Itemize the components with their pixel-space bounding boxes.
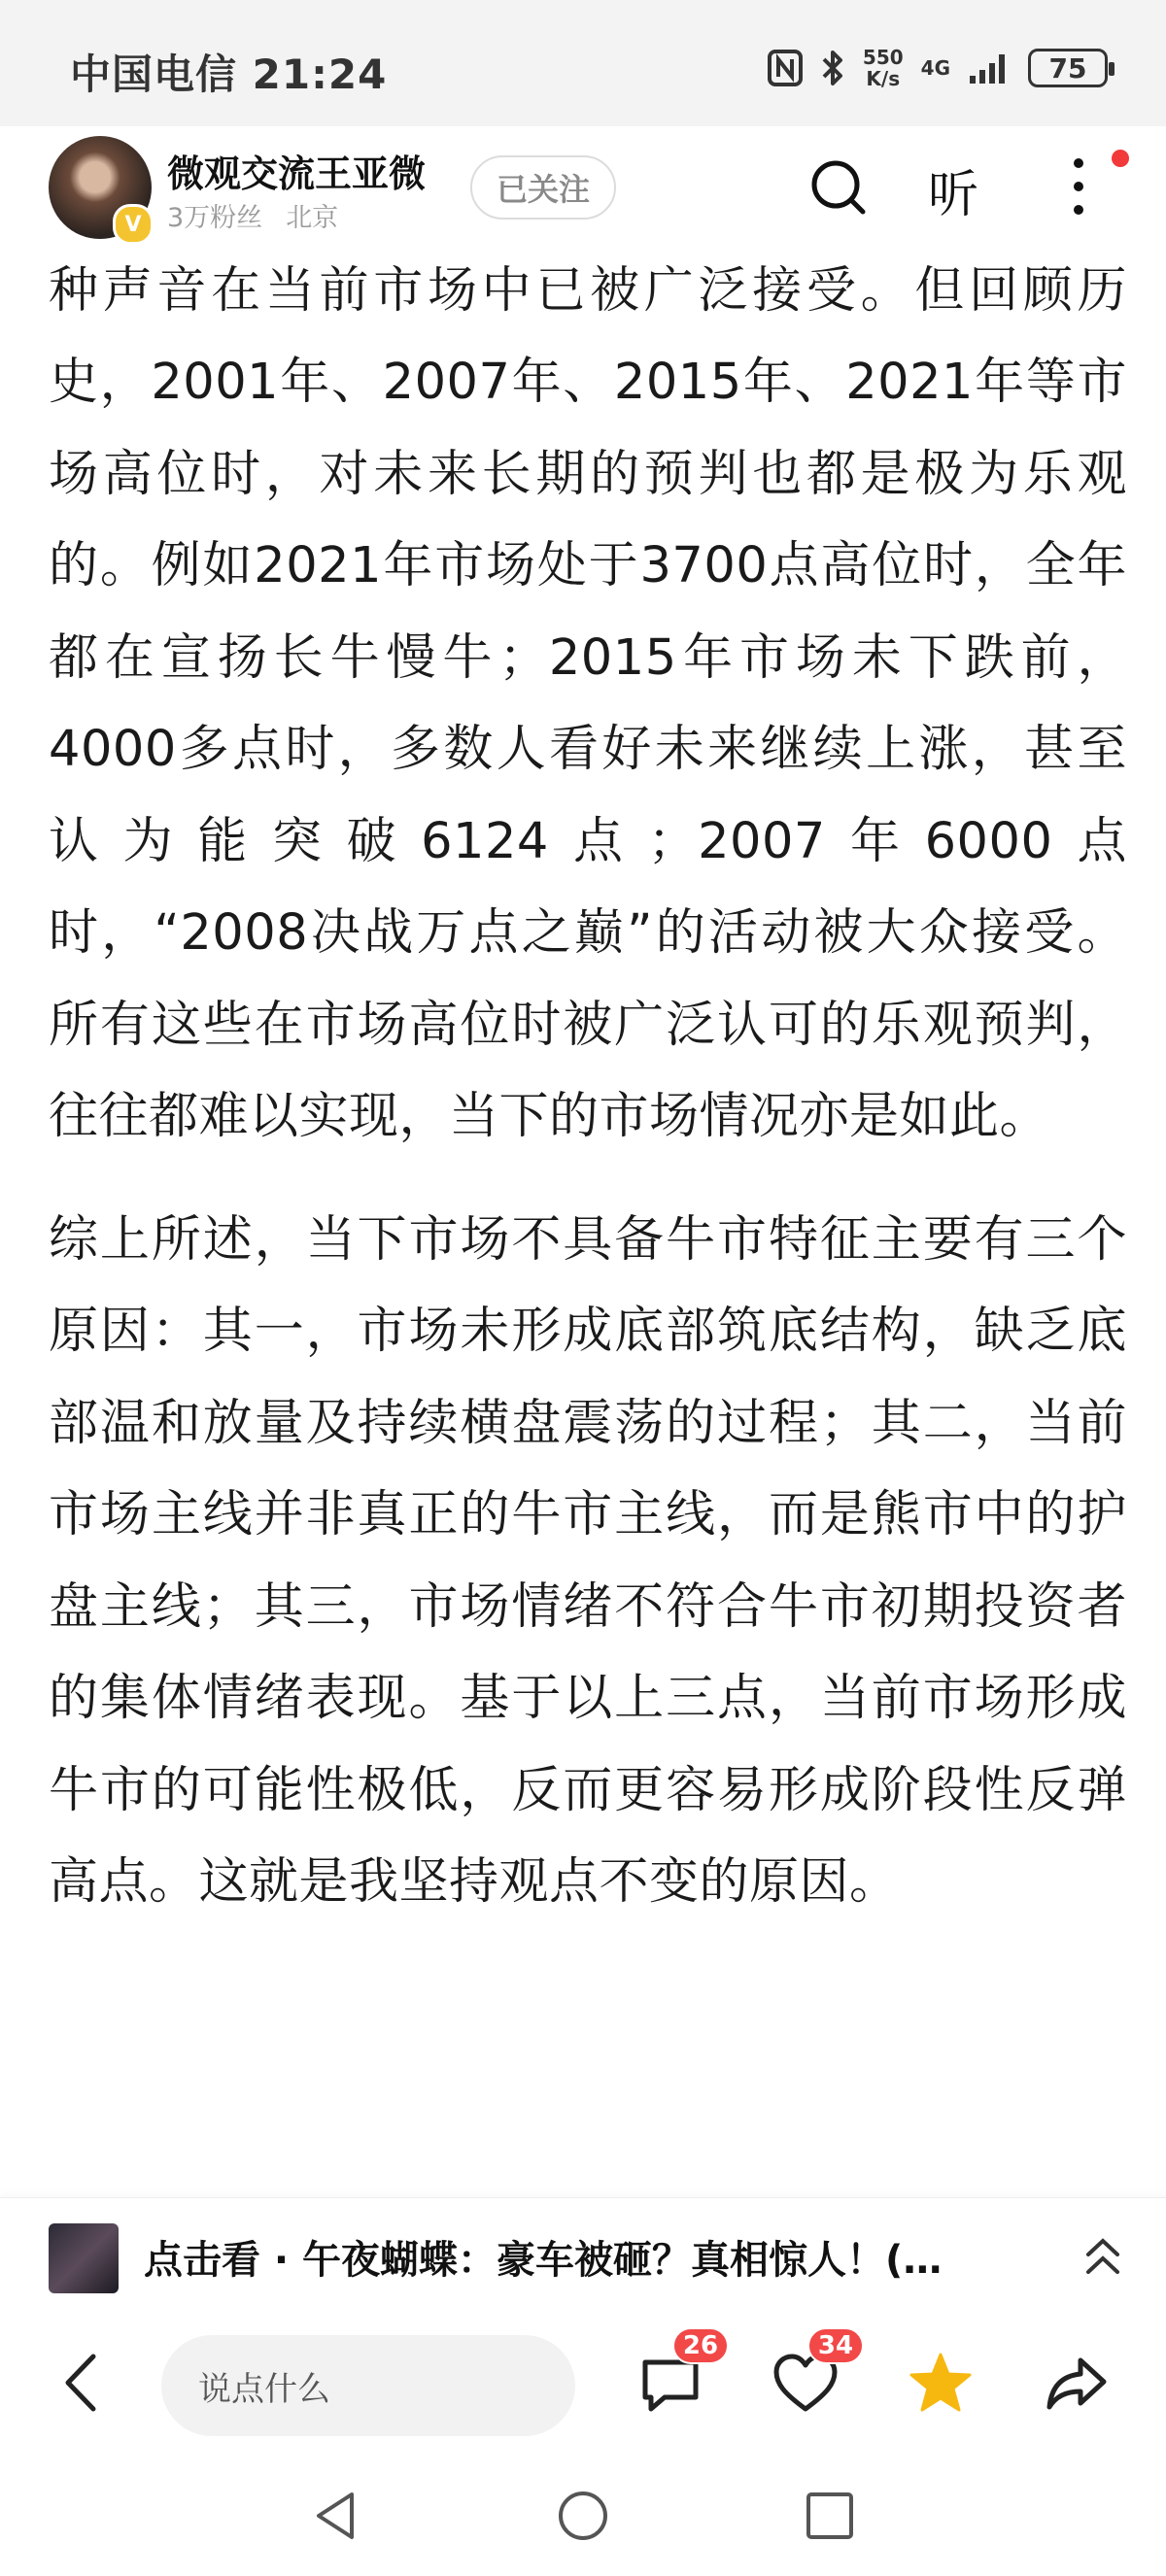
recommendation-text[interactable]: 点击看 · 午夜蝴蝶：豪车被砸？真相惊人！(… (144, 2238, 943, 2283)
comment-input[interactable]: 说点什么 (161, 2335, 575, 2436)
status-bar (0, 0, 1166, 146)
comment-button[interactable] (635, 2331, 719, 2419)
signal-icon (968, 51, 1011, 85)
status-icons (768, 47, 1108, 89)
network-type: 4G (920, 56, 950, 80)
battery-icon: 75 (1028, 49, 1108, 87)
recommendation-thumbnail[interactable] (49, 2223, 119, 2293)
share-button[interactable] (1042, 2349, 1112, 2419)
nav-recents-icon[interactable] (803, 2489, 857, 2543)
partial-line (49, 214, 1127, 215)
search-icon[interactable] (806, 155, 871, 220)
like-button[interactable] (771, 2331, 854, 2419)
recommendation-bar[interactable] (0, 2197, 1166, 2317)
star-icon (906, 2349, 976, 2419)
nav-back-icon[interactable] (309, 2489, 363, 2543)
carrier-time: 中国电信 21:24 (70, 51, 388, 98)
follower-count: 3万粉丝 (167, 203, 263, 233)
system-navigation (0, 2452, 1166, 2576)
back-icon[interactable] (56, 2349, 107, 2417)
favorite-button[interactable] (906, 2349, 976, 2419)
net-speed-value: 550 (862, 46, 904, 69)
listen-button[interactable]: 听 (928, 166, 979, 224)
comment-count-badge: 26 (672, 2327, 729, 2364)
net-speed-unit: K/s (866, 67, 901, 90)
notification-dot (1112, 150, 1129, 167)
bluetooth-icon (820, 49, 845, 87)
author-location: 北京 (286, 203, 339, 233)
nav-home-icon[interactable] (556, 2489, 610, 2543)
verified-badge-icon: V (113, 204, 154, 245)
net-speed (863, 47, 904, 89)
article-paragraph-2: 综上所述，当下市场不具备牛市特征主要有三个原因：其一，市场未形成底部筑底结构，缺乏底部温和放量及持续横盘震荡的过程；其二，当前市场主线并非真正的牛市主线，而是熊市中的护盘主线；其三，市场情绪不符合牛市初期投资者的集体情绪表现。基于以上三点，当前市场形成牛市的可能性极低，反而更容易形成阶段性反弹高点。这就是我坚持观点不变的原因。 (49, 1210, 1127, 1911)
article-body (49, 214, 1127, 2137)
follow-button[interactable]: 已关注 (470, 155, 616, 220)
author-name[interactable]: 微观交流王亚微 (167, 153, 427, 195)
chevron-up-icon[interactable] (1080, 2233, 1125, 2282)
nfc-icon (768, 50, 803, 86)
action-bar (0, 2316, 1166, 2452)
like-count-badge: 34 (807, 2327, 864, 2364)
share-icon (1042, 2349, 1112, 2419)
article-paragraph-1: 种声音在当前市场中已被广泛接受。但回顾历史，2001年、2007年、2015年、2021年等市场高位时，对未来长期的预判也都是极为乐观的。例如2021年市场处于3700点高位时，全年都在宣扬长牛慢牛；2015年市场未下跌前，4000多点时，多数人看好未来继续上涨，甚至认为能突破6124点；2007年6000点时，“2008决战万点之巅”的活动被大众接受。所有这些在市场高位时被广泛认可的乐观预判，往往都难以实现，当下的市场情况亦是如此。 (49, 261, 1127, 1145)
more-icon[interactable] (1059, 152, 1098, 221)
